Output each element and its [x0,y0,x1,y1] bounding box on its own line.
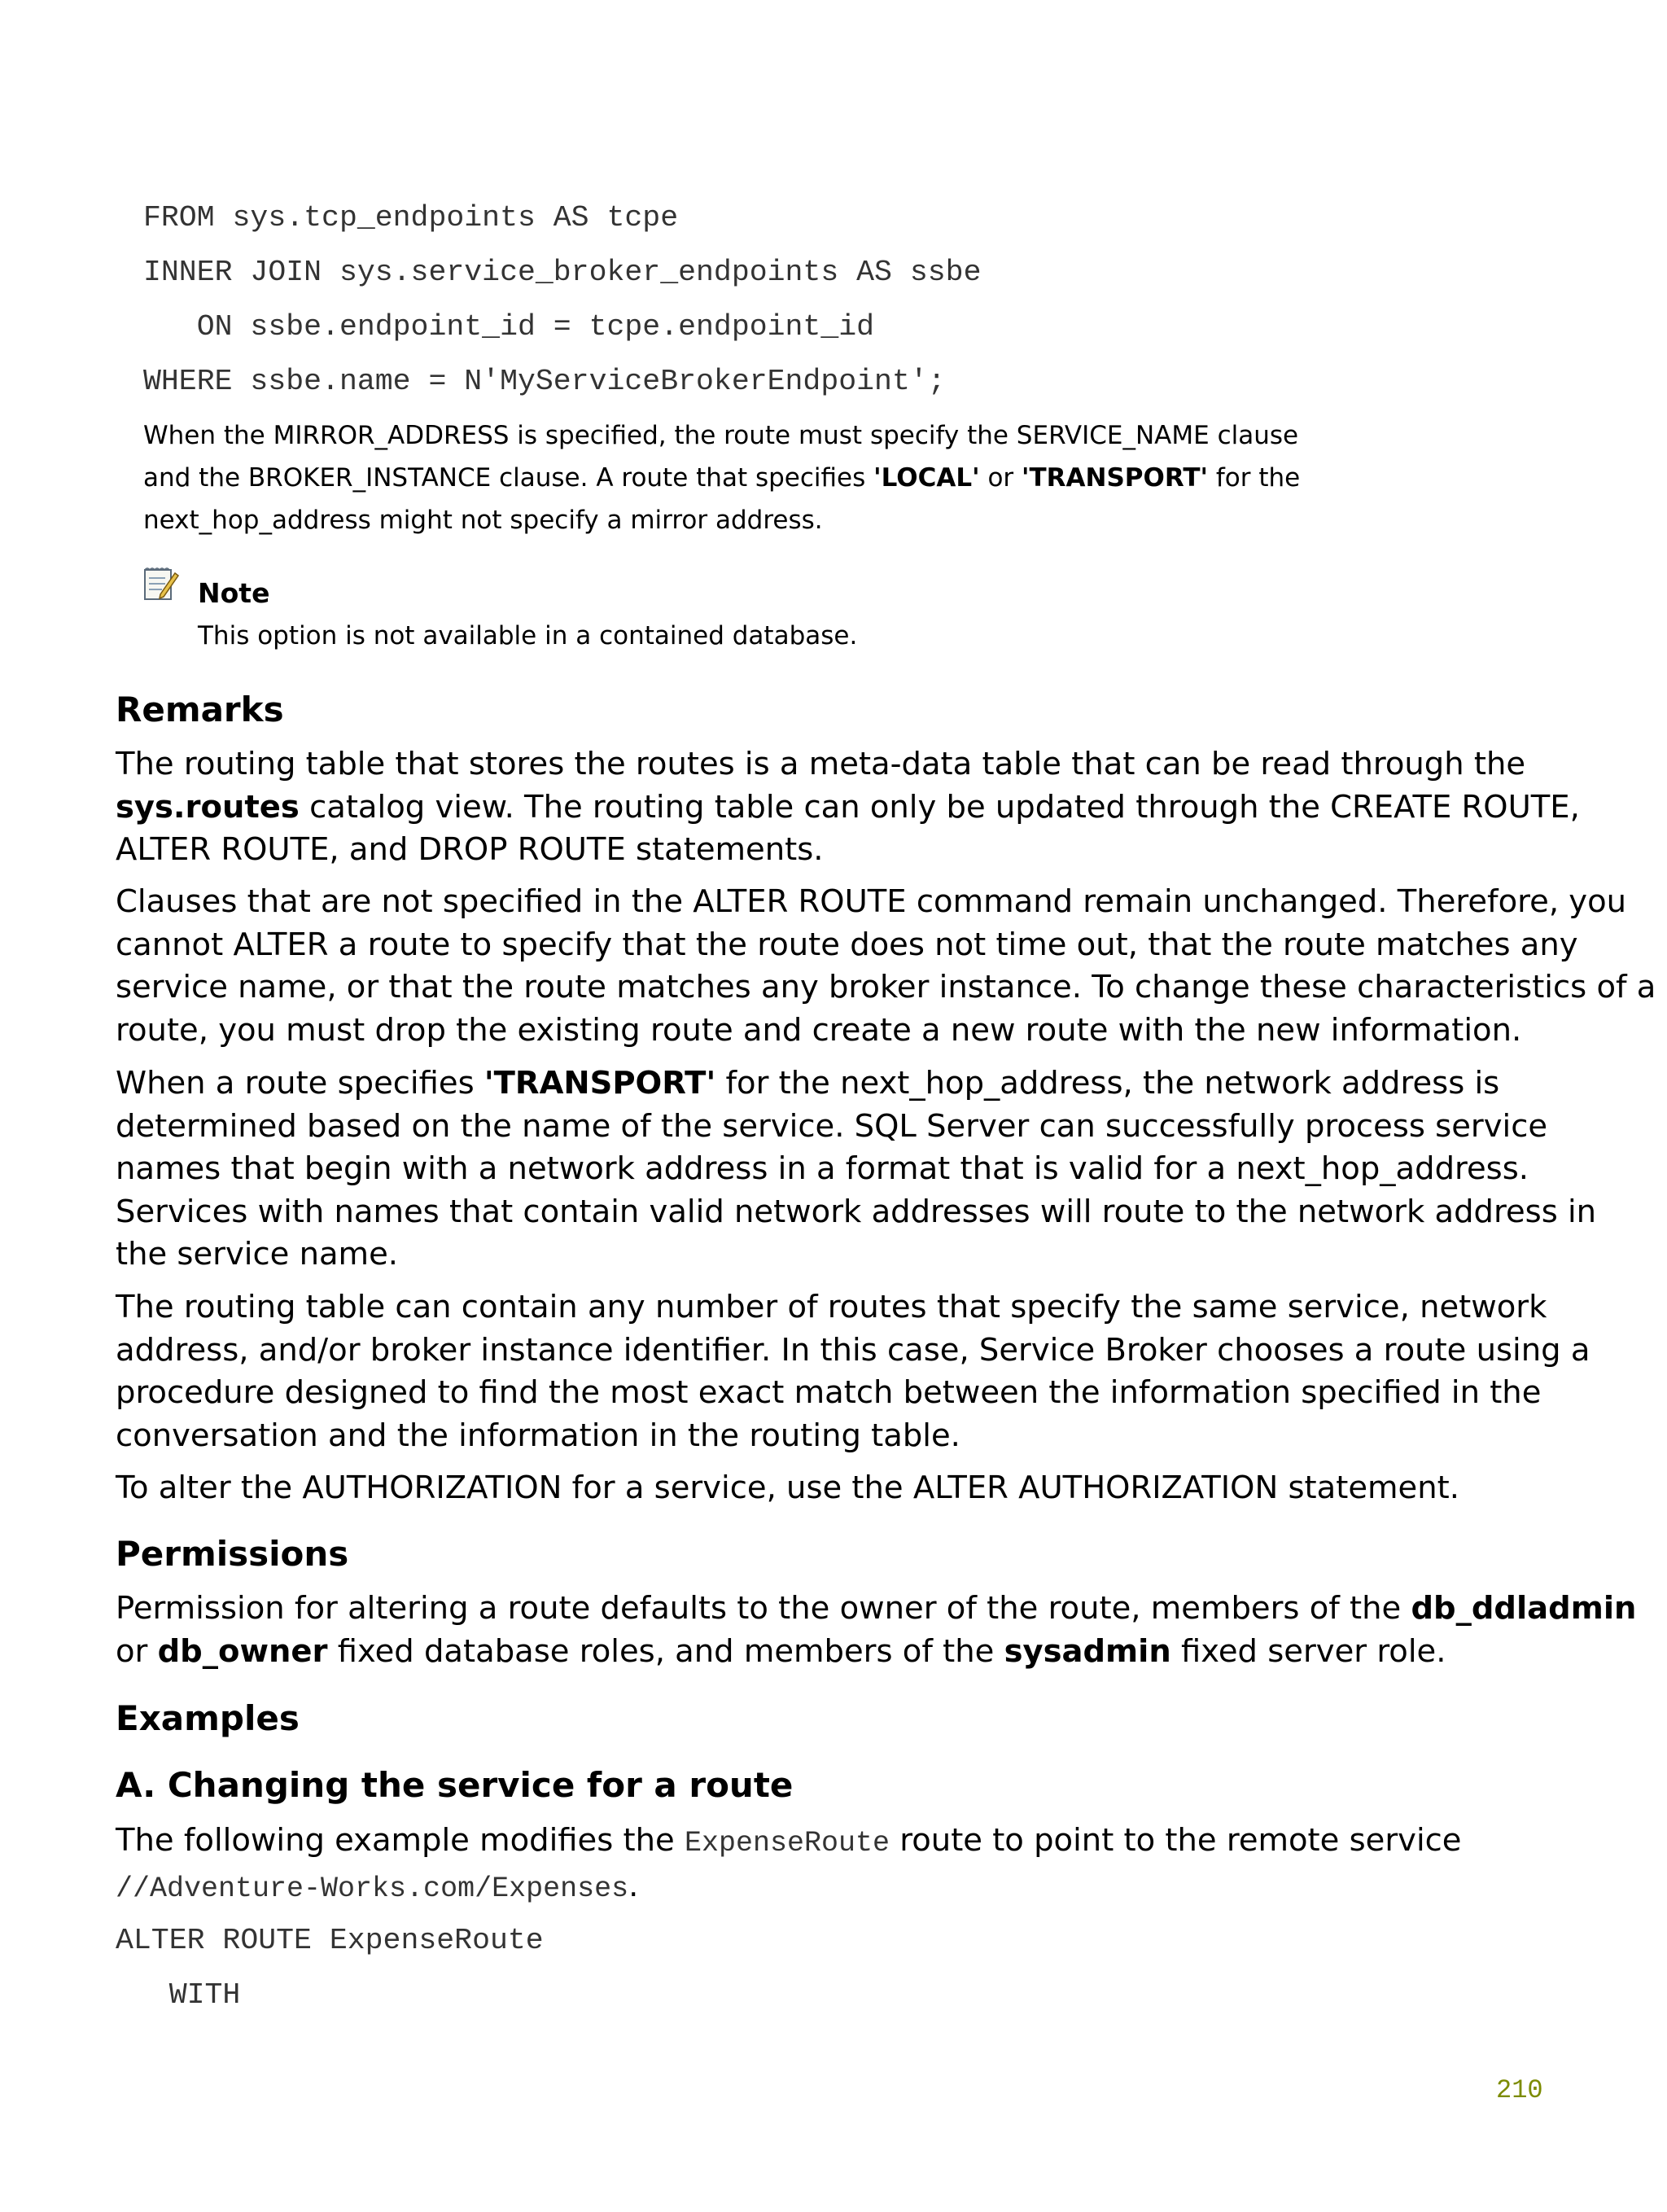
code-line: FROM sys.tcp_endpoints AS tcpe [143,201,679,234]
code-line: ON ssbe.endpoint_id = tcpe.endpoint_id [143,310,875,344]
page-number: 210 [1496,2075,1543,2105]
example-paragraph: The following example modifies the ExpenseRoute route to point to the remote service //Adventure-Works.com/Expenses. [116,1822,1462,1905]
mirror-address-text: When the MIRROR_ADDRESS is specified, the route must specify the SERVICE_NAME clause [143,421,1299,450]
code-line: WHERE ssbe.name = N'MyServiceBrokerEndpoint'; [143,365,946,398]
note-title: Note [198,577,270,609]
example-subheading: A. Changing the service for a route [116,1765,794,1805]
note-icon [142,565,180,602]
remarks-paragraph: To alter the AUTHORIZATION for a service, use the ALTER AUTHORIZATION statement. [116,1470,1459,1506]
permissions-heading: Permissions [116,1534,349,1574]
code-line: ALTER ROUTE ExpenseRoute [116,1924,544,1957]
remarks-heading: Remarks [116,690,284,729]
note-text: This option is not available in a contained database. [198,621,858,650]
code-line: WITH [116,1978,241,2012]
remarks-paragraph: The routing table can contain any number of routes that specify the same service, network address, and/or broker instance identifier. In this case, Service Broker chooses a route using a procedure designed to find the most exact match between the information specified in the conversation and the information in the routing table. [116,1289,1590,1454]
mirror-address-text: and the BROKER_INSTANCE clause. A route that specifies 'LOCAL' or 'TRANSPORT' for the [143,463,1301,493]
examples-heading: Examples [116,1698,300,1738]
remarks-paragraph: The routing table that stores the routes is a meta-data table that can be read through the sys.routes catalog view. The routing table can only be updated through the CREATE ROUTE, ALTER ROUTE, and DROP ROUTE statements. [116,746,1580,868]
mirror-address-text: next_hop_address might not specify a mirror address. [143,506,823,535]
permissions-paragraph: Permission for altering a route defaults to the owner of the route, members of the db_ddladmin or db_owner fixed database roles, and members of the sysadmin fixed server role. [116,1590,1637,1670]
code-line: INNER JOIN sys.service_broker_endpoints AS ssbe [143,256,982,289]
remarks-paragraph: When a route specifies 'TRANSPORT' for the next_hop_address, the network address is determined based on the name of the service. SQL Server can successfully process service names that begin with a network address in a format that is valid for a next_hop_address. Services with names that contain valid network addresses will route to the network address in the service name. [116,1065,1597,1272]
remarks-paragraph: Clauses that are not specified in the ALTER ROUTE command remain unchanged. Therefore, you cannot ALTER a route to specify that the route does not time out, that the route matches any service name, or that the route matches any broker instance. To change these characteristics of a route, you must drop the existing route and create a new route with the new information. [116,883,1656,1049]
